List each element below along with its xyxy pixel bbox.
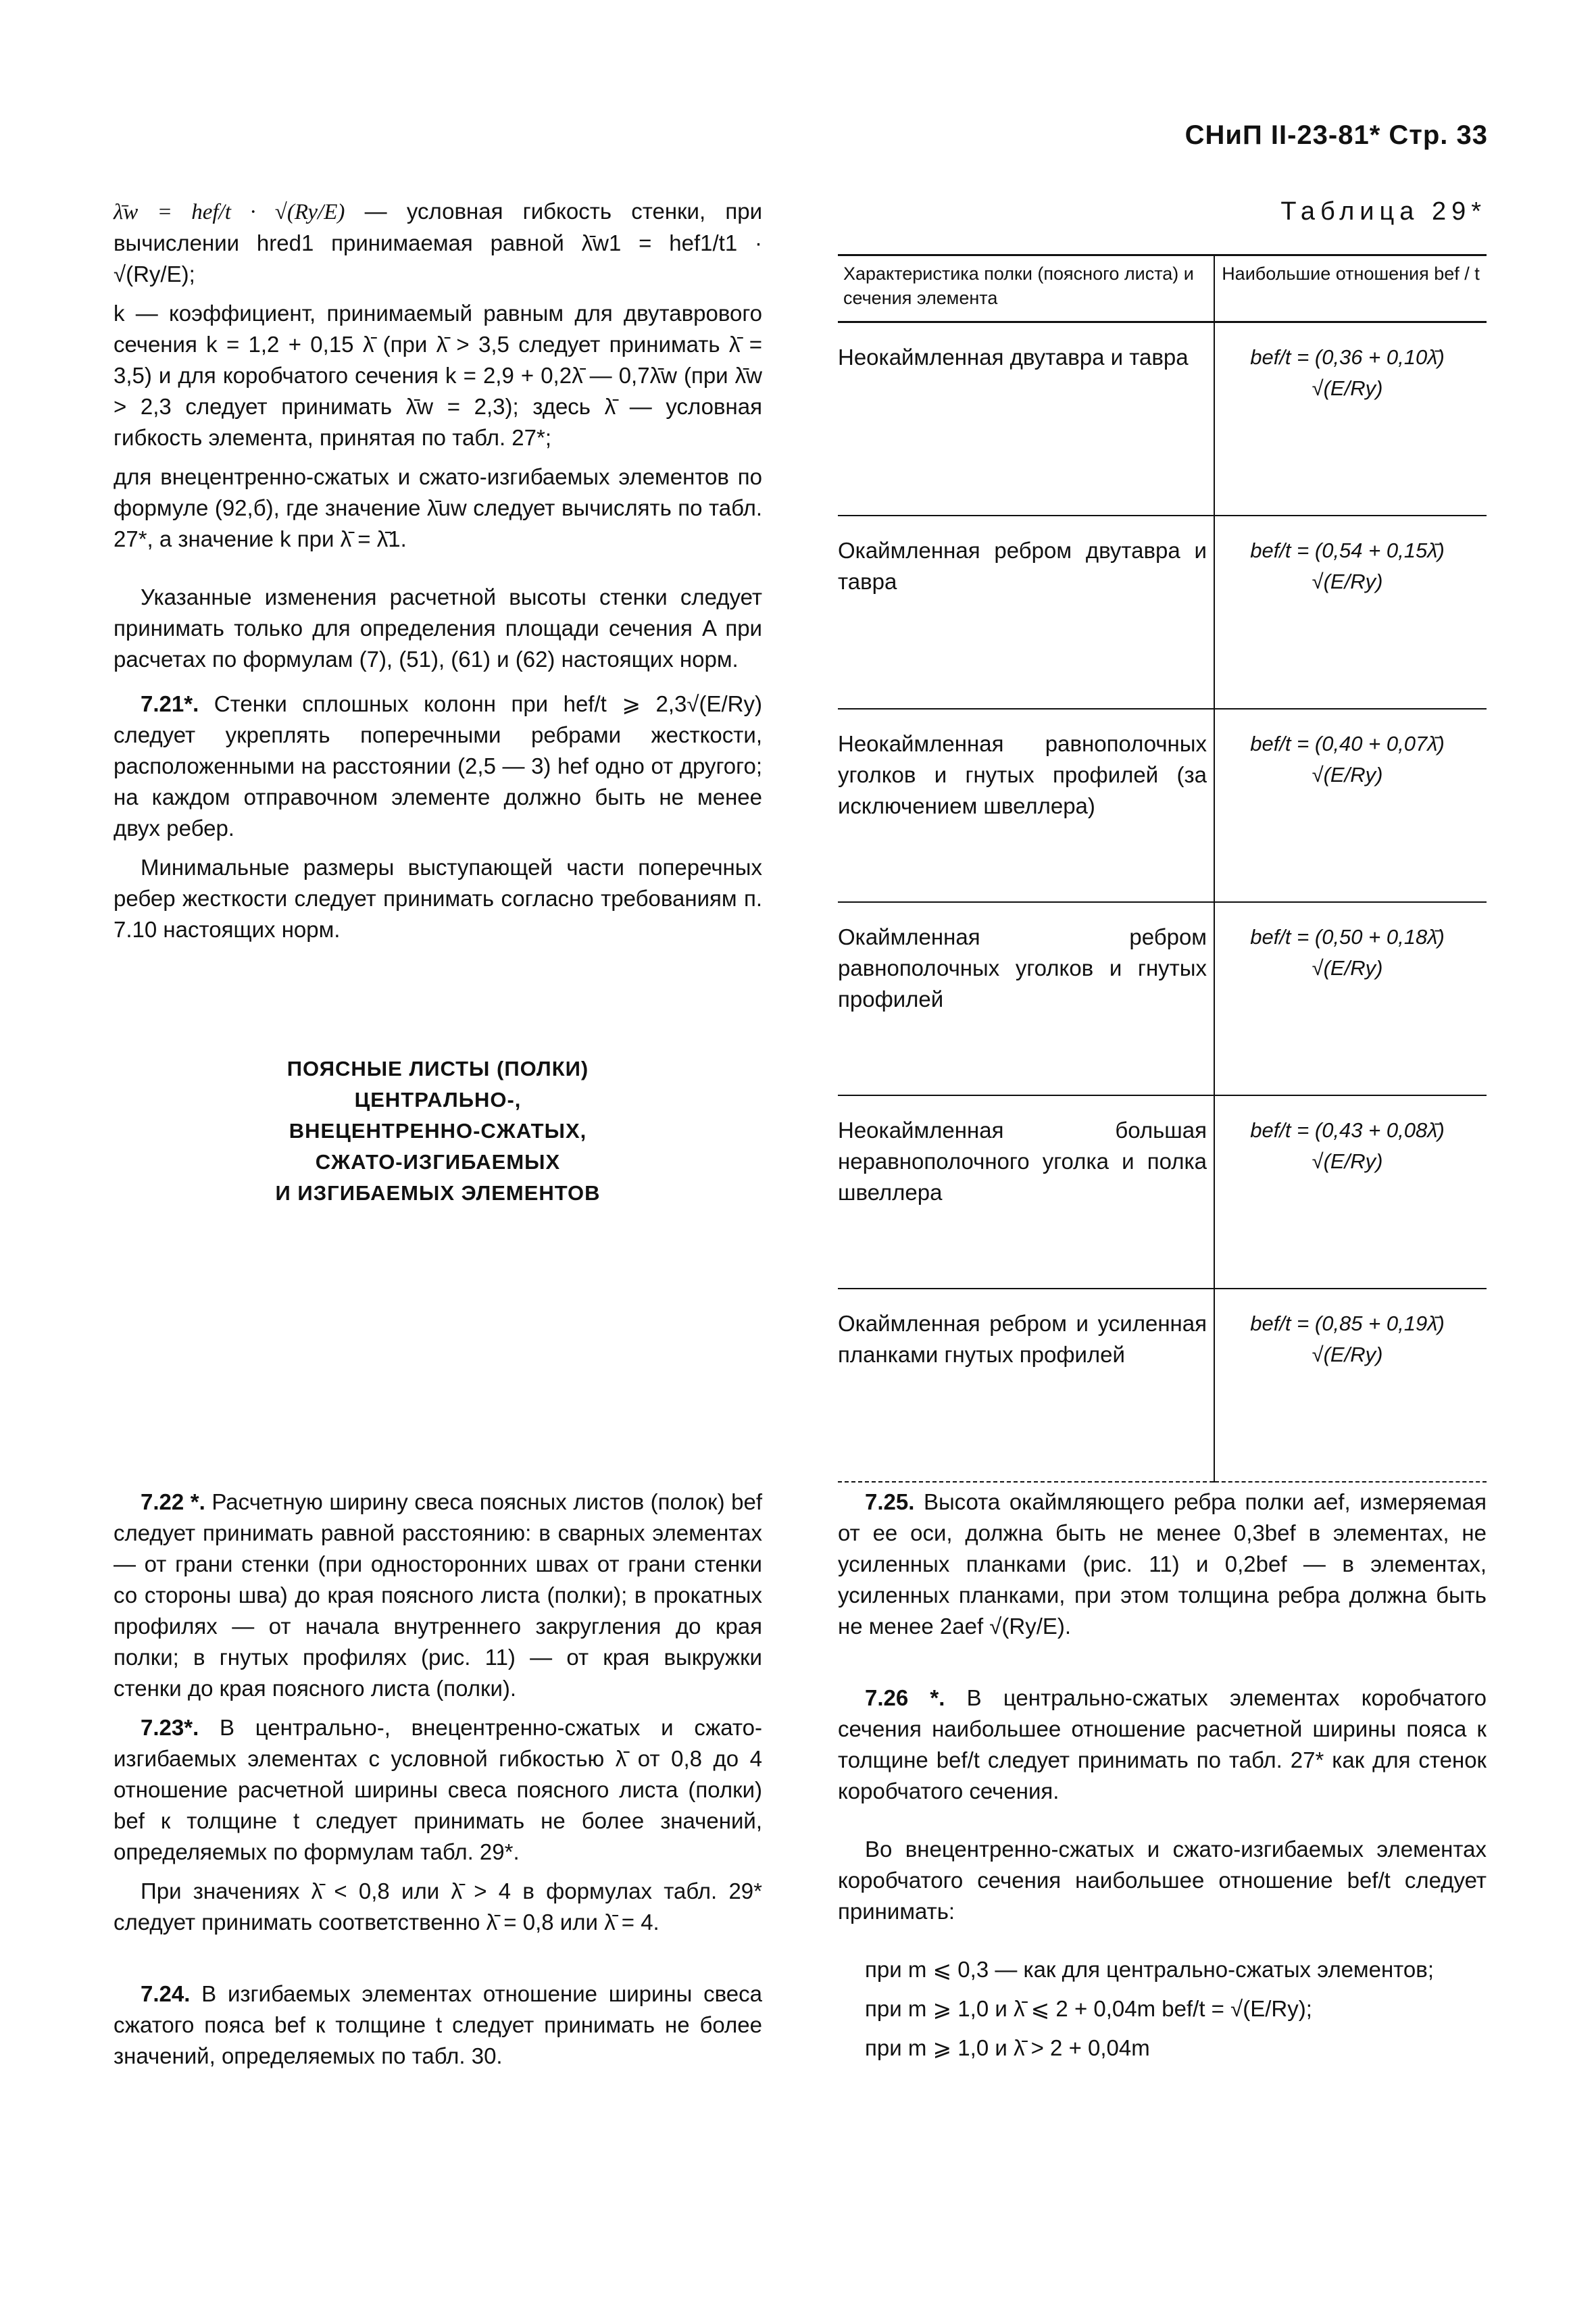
table-row (838, 1289, 1487, 1482)
eccentric-paragraph: для внецентренно-сжатых и сжато-изгибаемых элементов по формуле (92,б), где значение λ̄uw следует вычислять по табл. 27*, а значение k при λ̄ = λ̄1. (114, 464, 762, 551)
condition-3: при m ⩾ 1,0 и λ̄ > 2 + 0,04m (865, 2035, 1150, 2060)
table-row (838, 322, 1487, 516)
clause-7-26 (838, 1683, 1487, 1807)
table-cell-formula: bef/t = (0,43 + 0,08λ̄) √(E/Ry) (1214, 1095, 1487, 1289)
table-cell-desc: Неокаймленная большая неравнополочного уголка и полка швеллера (838, 1095, 1214, 1289)
table-header-row (838, 255, 1487, 322)
right-column-top (838, 196, 1487, 1483)
clause-7-24-number: 7.24. (141, 1981, 191, 2006)
right-column-bottom (838, 1487, 1487, 2072)
clause-7-21-text: Стенки сплошных колонн при hef/t ⩾ 2,3√(E/Ry) следует укреплять поперечными ребрами жесткости, расположенными на расстоянии (2,5 — 3) hef одно от другого; на каждом отправочном элементе должно быть не менее двух ребер. (114, 691, 762, 841)
clause-7-22 (114, 1487, 762, 1704)
section-title-line-1: ПОЯСНЫЕ ЛИСТЫ (ПОЛКИ) (286, 1057, 589, 1080)
table-cell-desc: Неокаймленная двутавра и тавра (838, 322, 1214, 516)
section-title-line-2: ЦЕНТРАЛЬНО-, (354, 1088, 522, 1112)
section-title-line-5: И ИЗГИБАЕМЫХ ЭЛЕМЕНТОВ (275, 1181, 601, 1205)
lambda-w-formula: λ̄w = hef/t · √(Ry/E) (114, 200, 345, 224)
table-cell-desc: Неокаймленная равнополочных уголков и гнутых профилей (за исключением швеллера) (838, 709, 1214, 902)
clause-7-24 (114, 1978, 762, 2072)
table-cell-desc: Окаймленная ребром равнополочных уголков и гнутых профилей (838, 902, 1214, 1095)
clause-7-26-text: В центрально-сжатых элементах коробчатого сечения наибольшее отношение расчетной ширины пояса к толщине bef/t следует принимать по табл. 27* как для стенок коробчатого сечения. (838, 1685, 1487, 1803)
clause-7-22-number: 7.22 *. (141, 1489, 205, 1514)
table-row (838, 709, 1487, 902)
table-cell-formula: bef/t = (0,36 + 0,10λ̄) √(E/Ry) (1214, 322, 1487, 516)
table-cell-formula: bef/t = (0,54 + 0,15λ̄) √(E/Ry) (1214, 516, 1487, 709)
lambda-w-definition (114, 196, 762, 290)
clause-7-25-text: Высота окаймляющего ребра полки aef, измеряемая от ее оси, должна быть не менее 0,3bef в элементах, не усиленных планками (рис. 11) и 0,2bef — в элементах, усиленных планками, при этом толщина ребра должна быть не менее 2aef √(Ry/E). (838, 1489, 1487, 1639)
page-header: СНиП II-23-81* Стр. 33 (1184, 120, 1488, 150)
condition-1: при m ⩽ 0,3 — как для центрально-сжатых элементов; (865, 1957, 1434, 1982)
table-cell-desc: Окаймленная ребром и усиленная планками гнутых профилей (838, 1289, 1214, 1482)
clause-7-25-number: 7.25. (865, 1489, 915, 1514)
table-col1-header: Характеристика полки (поясного листа) и сечения элемента (838, 255, 1214, 322)
section-title-line-4: СЖАТО-ИЗГИБАЕМЫХ (315, 1150, 561, 1174)
clause-7-26-number: 7.26 *. (865, 1685, 945, 1710)
table-row (838, 902, 1487, 1095)
k-coefficient-definition: k — коэффициент, принимаемый равным для двутаврового сечения k = 1,2 + 0,15 λ̄ (при λ̄ > 3,5 следует принимать λ̄ = 3,5) и для коробчатого сечения k = 2,9 + 0,2λ̄ — 0,7λ̄w (при λ̄w > 2,3 следует принимать λ̄w = 2,3); здесь λ̄ — условная гибкость элемента, принятая по табл. 27*; (114, 301, 762, 450)
clause-7-25 (838, 1487, 1487, 1642)
table-row (838, 1095, 1487, 1289)
table-cell-formula: bef/t = (0,40 + 0,07λ̄) √(E/Ry) (1214, 709, 1487, 902)
table-cell-formula: bef/t = (0,85 + 0,19λ̄) √(E/Ry) (1214, 1289, 1487, 1482)
clause-7-22-text: Расчетную ширину свеса поясных листов (полок) bef следует принимать равной расстоянию: в сварных элементах — от грани стенки (при односторонних швах от грани стенки со стороны шва) до края поясного листа (полки); в прокатных профилях — от начала внутреннего закругления до края полки; в гнутых профилях (рис. 11) — от края выкружки стенки до края поясного листа (полки). (114, 1489, 762, 1701)
clause-7-21-number: 7.21*. (141, 691, 199, 716)
section-title-line-3: ВНЕЦЕНТРЕННО-СЖАТЫХ, (289, 1119, 587, 1143)
table-29-title: Таблица 29* (1280, 197, 1487, 226)
box-section-paragraph: Во внецентренно-сжатых и сжато-изгибаемых элементах коробчатого сечения наибольшее отношение bef/t следует принимать: (838, 1837, 1487, 1924)
clause-7-23-values: При значениях λ̄ < 0,8 или λ̄ > 4 в формулах табл. 29* следует принимать соответственно λ̄ = 0,8 или λ̄ = 4. (114, 1878, 762, 1935)
table-row (838, 516, 1487, 709)
table-cell-desc: Окаймленная ребром двутавра и тавра (838, 516, 1214, 709)
table-cell-formula: bef/t = (0,50 + 0,18λ̄) √(E/Ry) (1214, 902, 1487, 1095)
table-col2-header: Наибольшие отношения bef / t (1214, 255, 1487, 322)
lambda-w-description: — условная гибкость стенки, при вычислении hred1 принимаемая равной λ̄w1 = hef1/t1 · √(Ry/E); (114, 199, 763, 287)
section-title (114, 1053, 762, 1209)
condition-2: при m ⩾ 1,0 и λ̄ ⩽ 2 + 0,04m bef/t = √(E/Ry); (865, 1996, 1312, 2021)
changes-paragraph: Указанные изменения расчетной высоты стенки следует принимать только для определения площади сечения A при расчетах по формулам (7), (51), (61) и (62) настоящих норм. (114, 584, 762, 672)
clause-7-23 (114, 1712, 762, 1868)
clause-7-23-number: 7.23*. (141, 1715, 199, 1740)
clause-7-21 (114, 689, 762, 844)
left-column-top (114, 196, 762, 1209)
clause-7-24-text: В изгибаемых элементах отношение ширины свеса сжатого пояса bef к толщине t следует принимать не более значений, определяемых по табл. 30. (114, 1981, 763, 2068)
clause-7-23-text: В центрально-, внецентренно-сжатых и сжато-изгибаемых элементах с условной гибкостью λ̄ от 0,8 до 4 отношение расчетной ширины свеса поясного листа (полки) bef к толщине t следует принимать не более значений, определяемых по формулам табл. 29*. (114, 1715, 763, 1864)
left-column-bottom (114, 1487, 762, 2080)
table-29 (838, 254, 1487, 1483)
min-size-paragraph: Минимальные размеры выступающей части поперечных ребер жесткости следует принимать согласно требованиям п. 7.10 настоящих норм. (114, 855, 762, 942)
